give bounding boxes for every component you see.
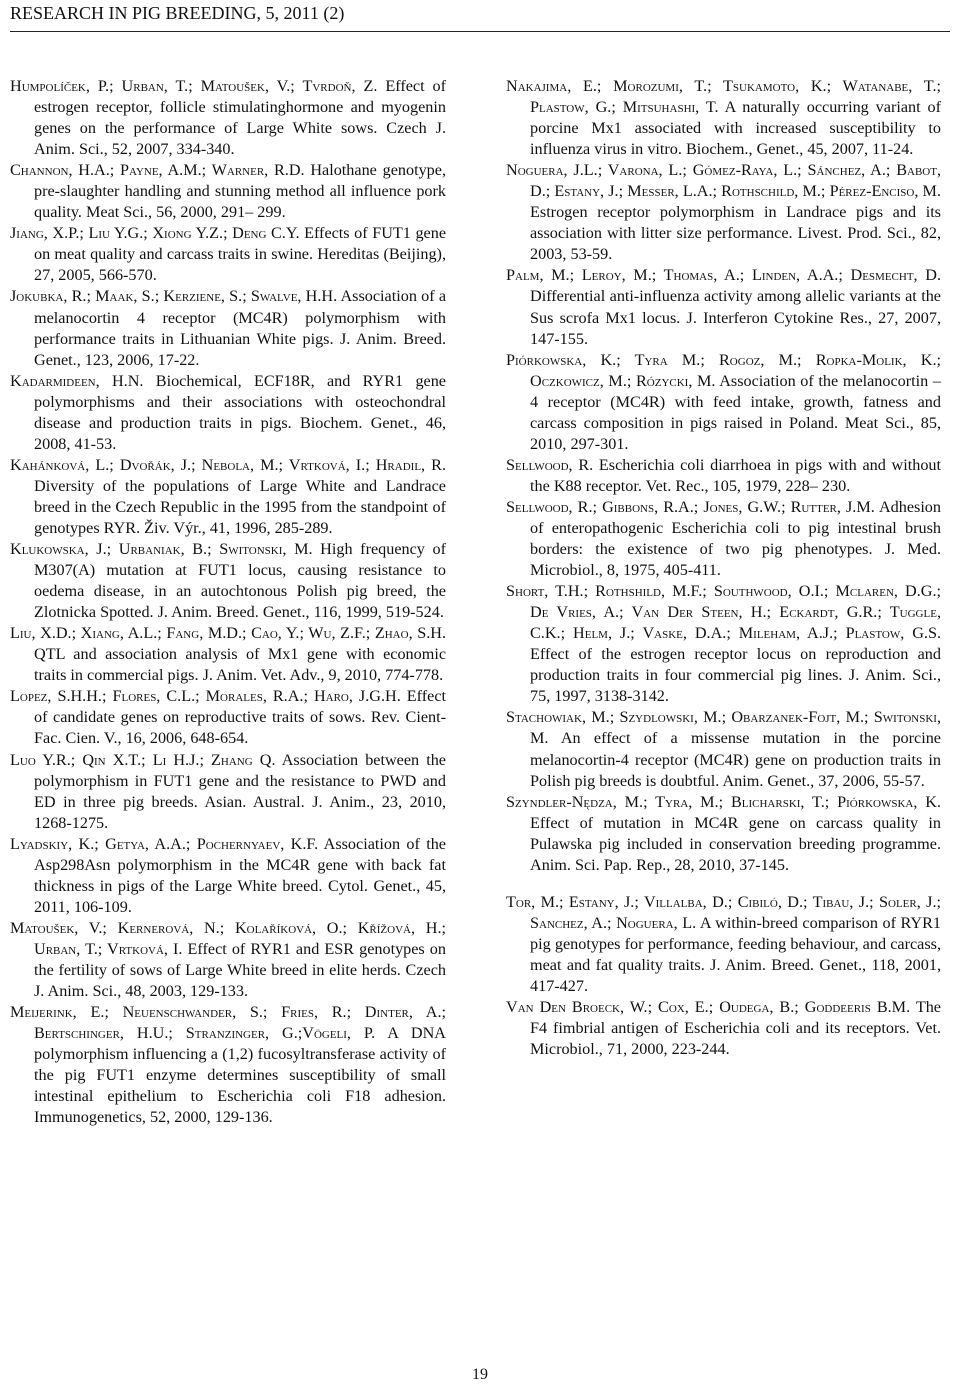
reference-text: Association between the polymorphism in FUT1 gene and the resistance to PWD and ED in three pig breeds. Asian. Austral. J. Anim., 23, 2010, 1268-1275. (34, 750, 446, 832)
reference-text: QTL and association analysis of Mx1 gene with economic traits in commercial pigs. J. Anim. Vet. Adv., 9, 2010, 774-778. (34, 645, 446, 685)
reference-text: Biochemical, ECF18R, and RYR1 gene polymorphisms and their associations with osteochondral disease and production traits in pigs. Biochem. Genet., 46, 2008, 41-53. (34, 371, 446, 453)
reference-authors: Tor, M.; Estany, J.; Villalba, D.; Cibiló, D.; Tibau, J.; Soler, J.; Sanchez, A.; Noguera, L. (506, 892, 941, 932)
reference-entry (10, 223, 446, 286)
reference-authors: Matoušek, V.; Kernerová, N.; Kolaříková, O.; Křížová, H.; Urban, T.; Vrtková, I. (10, 918, 446, 958)
reference-authors: Kadarmideen, H.N. (10, 371, 144, 390)
reference-text: Diversity of the populations of Large White and Landrace breed in the Czech Republic in the 1995 from the standpoint of genotypes RYR. Živ. Výr., 41, 1996, 285-289. (34, 476, 446, 537)
page-number: 19 (472, 1366, 488, 1383)
reference-entry (506, 997, 941, 1060)
reference-text: A within-breed comparison of RYR1 pig genotypes for performance, feeding behaviour, and carcass, meat and fat quality traits. J. Anim. Breed. Genet., 118, 2001, 417-427. (530, 913, 941, 995)
reference-authors: Luo Y.R.; Qin X.T.; Li H.J.; Zhang Q. (10, 750, 276, 769)
reference-entry (506, 350, 941, 455)
reference-text: Effect of estrogen receptor, follicle stimulatinghormone and myogenin genes on the performance of Large White sows. Czech J. Anim. Sci., 52, 2007, 334-340. (34, 77, 447, 159)
reference-entry (10, 371, 446, 455)
reference-authors: Lopez, S.H.H.; Flores, C.L.; Morales, R.A.; Haro, J.G.H. (10, 687, 401, 706)
reference-authors: Van Den Broeck, W.; Cox, E.; Oudega, B.; Goddeeris B.M. (506, 998, 911, 1017)
reference-text: Association of a melanocortin 4 receptor (MC4R) polymorphism with performance traits in Lithuanian White pigs. J. Anim. Breed. Genet., 123, 2006, 17-22. (34, 287, 447, 369)
reference-authors: Jokubka, R.; Maak, S.; Kerziene, S.; Swalve, H.H. (10, 287, 338, 306)
reference-entry (10, 834, 446, 918)
reference-text: Differential anti-influenza activity among allelic variants at the Sus scrofa Mx1 locus. J. Interferon Cytokine Res., 27, 2007, 147-155. (530, 287, 941, 348)
reference-text: Effect of candidate genes on reproductive traits of sows. Rev. Cient-Fac. Cien. V., 16, 2006, 648-654. (34, 687, 447, 748)
reference-authors: Kahánková, L.; Dvořák, J.; Nebola, M.; Vrtková, I.; Hradil, R. (10, 455, 446, 474)
reference-text: Adhesion of enteropathogenic Escherichia coli to pig intestinal brush borders: the existence of two pig phenotypes. J. Med. Microbiol., 8, 1975, 405-411. (530, 497, 941, 580)
reference-text: The F4 fimbrial antigen of Escherichia coli and its receptors. Vet. Microbiol., 71, 2000, 223-244. (530, 998, 941, 1059)
reference-text: A DNA polymorphism influencing a (1,2) fucosyltransferase activity of the pig FUT1 enzyme determines susceptibility of small intestinal epithelium to Escherichia coli F18 adhesion. Immunogenetics, 52, 2000, 129-136. (34, 1024, 446, 1127)
reference-entry (10, 686, 446, 749)
reference-entry (10, 76, 446, 160)
reference-text: A naturally occurring variant of porcine Mx1 associated with increased susceptibility to influenza virus in vitro. Biochem., Genet., 45, 2007, 11-24. (530, 98, 941, 159)
reference-text: Effect of mutation in MC4R gene on carcass quality in Pulawska pig included in conservation breeding programme. Anim. Sci. Pap. Rep., 28, 2010, 37-145. (530, 813, 941, 874)
running-header (10, 3, 950, 32)
reference-authors: Liu, X.D.; Xiang, A.L.; Fang, M.D.; Cao, Y.; Wu, Z.F.; Zhao, S.H. (10, 624, 446, 643)
reference-text: High frequency of M307(A) mutation at FUT1 locus, causing resistance to oedema disease, in an autochtonous Polish pig breed, the Zlotnicka Spotted. J. Anim. Breed. Genet., 116, 1999, 519-524. (34, 540, 446, 622)
reference-authors: Klukowska, J.; Urbaniak, B.; Switonski, M. (10, 540, 313, 559)
reference-authors: Jiang, X.P.; Liu Y.G.; Xiong Y.Z.; Deng C.Y. (10, 224, 300, 243)
reference-entry (506, 265, 941, 349)
reference-entry (10, 455, 446, 539)
reference-text: Association of the melanocortin – 4 receptor (MC4R) with feed intake, growth, fatness and carcass composition in pigs raised in Poland. Meat Sci., 85, 2010, 297-301. (530, 371, 941, 453)
reference-entry (10, 623, 446, 686)
reference-entry (10, 750, 446, 834)
reference-entry (506, 581, 941, 707)
reference-text: Halothane genotype, pre-slaughter handling and stunning method all influence pork quality. Meat Sci., 56, 2000, 291– 299. (34, 161, 446, 222)
reference-entry (10, 160, 446, 223)
reference-authors: Nakajima, E.; Morozumi, T.; Tsukamoto, K.; Watanabe, T.; Plastow, G.; Mitsuhashi, T. (506, 77, 941, 117)
reference-entry (10, 1002, 446, 1128)
reference-entry (506, 892, 941, 997)
running-header-text: RESEARCH IN PIG BREEDING, 5, 2011 (2) (10, 3, 345, 23)
reference-authors: Channon, H.A.; Payne, A.M.; Warner, R.D. (10, 161, 305, 180)
reference-authors: Short, T.H.; Rothshild, M.F.; Southwood, O.I.; Mclaren, D.G.; De Vries, A.; Van Der Steen, H.; Eckardt, G.R.; Tuggle, C.K.; Helm, J.; Vaske, D.A.; Mileham, A.J.; Plastow, G.S. (506, 582, 941, 643)
reference-text: An effect of a missense mutation in the porcine melanocortin-4 receptor (MC4R) gene on production traits in Polish pig breeds is doubtful. Anim. Genet., 37, 2006, 55-57. (530, 729, 941, 790)
reference-authors: Sellwood, R. (506, 455, 594, 474)
reference-authors: Noguera, J.L.; Varona, L.; Gómez-Raya, L.; Sánchez, A.; Babot, D.; Estany, J.; Messer, L.A.; Rothschild, M.; Pérez-Enciso, M. (506, 161, 941, 201)
reference-entry (10, 286, 446, 370)
reference-text: Effect of RYR1 and ESR genotypes on the fertility of sows of Large White breed in elite herds. Czech J. Anim. Sci., 48, 2003, 129-133. (34, 939, 446, 1001)
reference-authors: Palm, M.; Leroy, M.; Thomas, A.; Linden, A.A.; Desmecht, D. (506, 266, 941, 285)
reference-authors: Stachowiak, M.; Szydlowski, M.; Obarzanek-Fojt, M.; Switonski, M. (506, 708, 941, 748)
reference-authors: Lyadskiy, K.; Getya, A.A.; Pochernyaev, K.F. (10, 834, 319, 853)
reference-authors: Szyndler-Nędza, M.; Tyra, M.; Blicharski, T.; Piórkowska, K. (506, 792, 941, 811)
reference-text: Association of the Asp298Asn polymorphism in the MC4R gene with back fat thickness in pigs of the Large White breed. Cytol. Genet., 45, 2011, 106-109. (34, 834, 446, 916)
reference-entry (10, 539, 446, 623)
reference-entry (10, 918, 446, 1002)
reference-authors: Meijerink, E.; Neuenschwander, S.; Fries, R.; Dinter, A.; Bertschinger, H.U.; Stranzinger, G.;Vögeli, P. (10, 1003, 446, 1043)
reference-entry (506, 707, 941, 791)
reference-entry (506, 76, 941, 160)
reference-entry (506, 792, 941, 876)
reference-authors: Humpolíček, P.; Urban, T.; Matoušek, V.; Tvrdoň, Z. (10, 77, 378, 95)
reference-text: Estrogen receptor polymorphism in Landrace pigs and its association with litter size performance. Livest. Prod. Sci., 82, 2003, 53-59. (530, 203, 941, 264)
reference-entry (506, 160, 941, 265)
reference-authors: Sellwood, R.; Gibbons, R.A.; Jones, G.W.; Rutter, J.M. (506, 497, 875, 516)
reference-authors: Piórkowska, K.; Tyra M.; Rogoz, M.; Ropka-Molik, K.; Oczkowicz, M.; Rózycki, M. (506, 350, 941, 390)
reference-text: Effect of the estrogen receptor locus on reproduction and production traits in four commercial pig lines. J. Anim. Sci., 75, 1997, 3138-3142. (530, 645, 941, 706)
reference-text: Effects of FUT1 gene on meat quality and carcass traits in swine. Hereditas (Beijing), 27, 2005, 566-570. (34, 224, 447, 285)
reference-text: Escherichia coli diarrhoea in pigs with and without the K88 receptor. Vet. Rec., 105, 1979, 228– 230. (530, 455, 941, 495)
reference-entry (506, 455, 941, 497)
references-right-column (506, 76, 941, 1060)
references-left-column (10, 76, 446, 1128)
reference-entry (506, 497, 941, 581)
